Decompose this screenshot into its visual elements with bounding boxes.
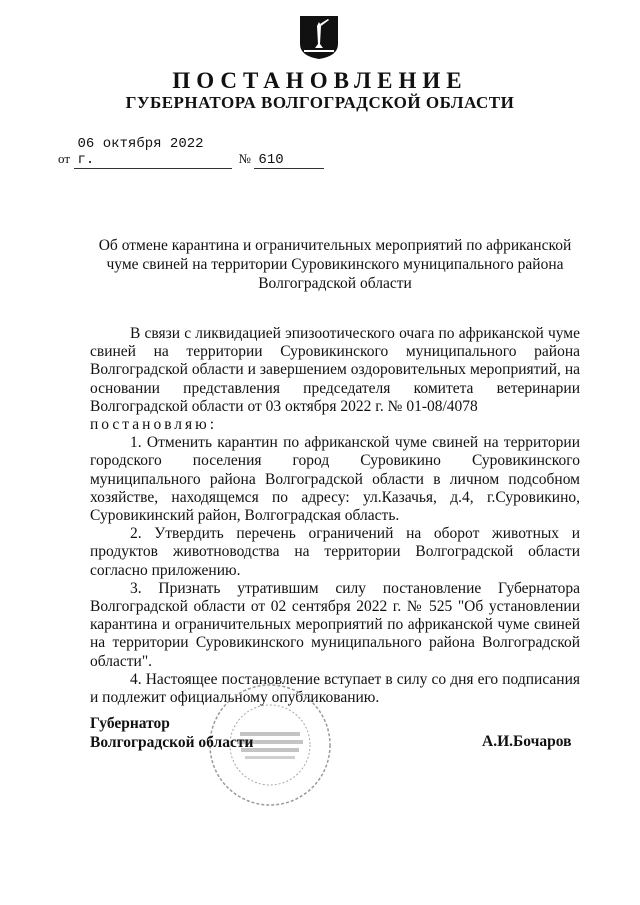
dateline: [58, 136, 324, 169]
body-item-2: 2. Утвердить перечень ограничений на оборот животных и продуктов животноводства на территории Волгоградской области согласно приложению.: [90, 525, 580, 579]
document-body: [90, 325, 580, 707]
signatory-position-line1: Губернатор: [90, 715, 170, 732]
document-subject: Об отмене карантина и ограничительных мероприятий по африканской чуме свиней на территории Суровикинского муниципального района Волгоградской области: [98, 237, 572, 292]
document-number: 610: [254, 152, 324, 169]
document-date: 06 октября 2022 г.: [74, 136, 232, 169]
document-title: ПОСТАНОВЛЕНИЕ: [172, 68, 468, 93]
body-item-3: 3. Признать утратившим силу постановление Губернатора Волгоградской области от 02 сентября 2022 г. № 525 "Об установлении карантина и ограничительных мероприятий по африканской чуме свиней на территории Суровикинского муниципального района Волгоградской области".: [90, 579, 580, 670]
date-from-label: от: [58, 151, 71, 166]
preamble-paragraph: В связи с ликвидацией эпизоотического очага по африканской чуме свиней на территории Суровикинского муниципального района Волгоградской области и завершением оздоровительных мероприятий, на основании представления председателя комитета ветеринарии Волгоградской области от 03 октября 2022 г. № 01-08/4078: [90, 325, 580, 415]
document-subtitle: ГУБЕРНАТОРА ВОЛГОГРАДСКОЙ ОБЛАСТИ: [125, 93, 515, 112]
body-item-1: 1. Отменить карантин по африканской чуме свиней на территории городского поселения город Суровикино Суровикинского муниципального района Волгоградской области в личном подсобном хозяйстве, находящемся по адресу: ул.Казачья, д.4, г.Суровикино, Суровикинский район, Волгоградская область.: [90, 434, 580, 525]
body-item-4: 4. Настоящее постановление вступает в силу со дня его подписания и подлежит официальному опубликованию.: [90, 670, 580, 707]
signatory-position: [90, 714, 253, 752]
signatory-name: А.И.Бочаров: [482, 733, 572, 750]
resolve-word: постановляю:: [90, 416, 218, 434]
signatory-position-line2: Волгоградской области: [90, 734, 254, 751]
coat-of-arms-icon: [298, 14, 340, 60]
number-label: №: [238, 151, 251, 166]
